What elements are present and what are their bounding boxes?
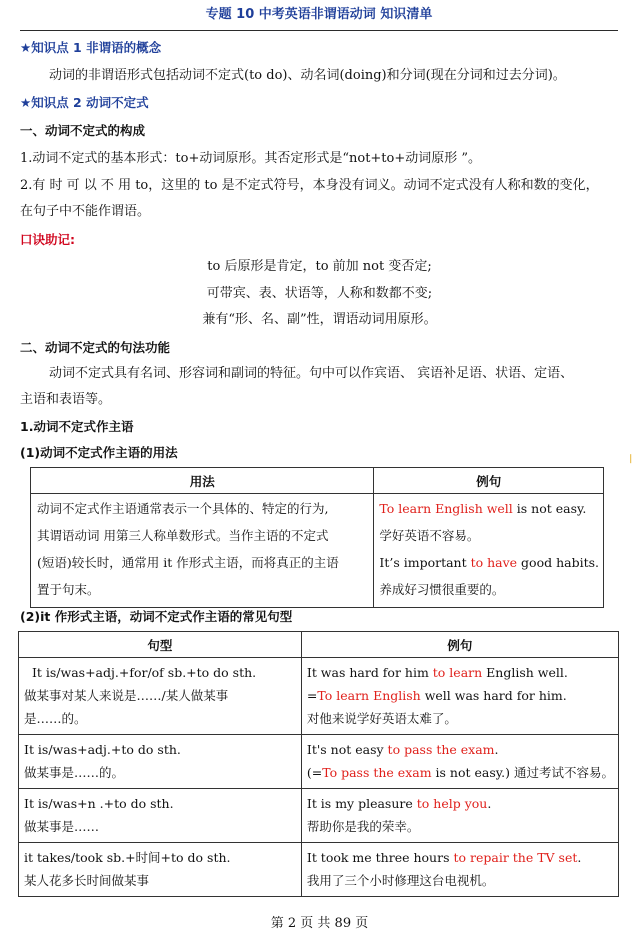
mnemonic-line-3: 兼有“形、名、副”性，谓语动词用原形。 <box>202 312 437 327</box>
example-line: It’s important to have good habits. <box>379 555 599 570</box>
kp1-heading: ★知识点 1 非谓语的概念 <box>20 40 162 55</box>
pattern-header-pattern: 句型 <box>19 632 302 658</box>
pattern-example-cell: It was hard for him to learn English well. =To learn English well was hard for him. 对他来说学好英语太难了。 <box>301 658 618 735</box>
mnemonic-line-1: to 后原形是肯定，to 前加 not 变否定; <box>207 259 432 274</box>
usage-line: 动词不定式作主语通常表示一个具体的、特定的行为, <box>37 501 329 516</box>
pattern-header-example: 例句 <box>301 632 618 658</box>
sec2-sub1b: (2)it 作形式主语，动词不定式作主语的常见句型 <box>20 609 293 624</box>
pattern-row <box>19 789 619 843</box>
page-footer: 第 2 页 共 89 页 <box>270 916 369 931</box>
usage-line: 其谓语动词 用第三人称单数形式。当作主语的不定式 <box>37 528 329 543</box>
sec1-p2a: 2.有 时 可 以 不 用 to，这里的 to 是不定式符号，本身没有词义。动词不定式没有人称和数的变化， <box>20 178 599 193</box>
pattern-row <box>19 843 619 897</box>
header-divider <box>20 30 618 31</box>
pattern-row <box>19 735 619 789</box>
mnemonic-heading: 口诀助记: <box>20 232 75 247</box>
usage-table-header <box>31 468 604 494</box>
usage-cell <box>31 494 374 608</box>
usage-line: (短语)较长时，通常用 it 作形式主语，而将真正的主语 <box>37 555 339 570</box>
sec2-p1b: 主语和表语等。 <box>20 392 112 407</box>
usage-header-usage: 用法 <box>31 468 374 494</box>
sec1-heading: 一、动词不定式的构成 <box>20 123 146 138</box>
page-header-title: 专题 10 中考英语非谓语动词 知识清单 <box>205 7 433 22</box>
pattern-cell: it takes/took sb.+时间+to do sth. 某人花多长时间做某事 <box>19 843 302 897</box>
pattern-cell: It is/was+adj.+for/of sb.+to do sth. 做某事对某人来说是……/某人做某事 是……的。 <box>19 658 302 735</box>
pattern-table <box>18 631 619 897</box>
sec2-p1a: 动词不定式具有名词、形容词和副词的特征。句中可以作宾语、 宾语补足语、状语、定语、 <box>49 366 574 381</box>
pattern-cell: It is/was+n .+to do sth. 做某事是…… <box>19 789 302 843</box>
usage-table-row <box>31 494 604 608</box>
example-highlight: To learn English well <box>379 501 513 516</box>
kp2-heading: ★知识点 2 动词不定式 <box>20 95 149 110</box>
example-translation: 养成好习惯很重要的。 <box>379 582 505 597</box>
pattern-cell: It is/was+adj.+to do sth. 做某事是……的。 <box>19 735 302 789</box>
example-cell <box>374 494 604 608</box>
example-translation: 学好英语不容易。 <box>379 528 480 543</box>
pattern-example-cell: It took me three hours to repair the TV set. 我用了三个小时修理这台电视机。 <box>301 843 618 897</box>
pattern-table-header <box>19 632 619 658</box>
usage-header-example: 例句 <box>374 468 604 494</box>
sec1-p1: 1.动词不定式的基本形式：to+动词原形。其否定形式是“not+to+动词原形 ”。 <box>20 151 482 166</box>
kp1-text: 动词的非谓语形式包括动词不定式(to do)、动名词(doing)和分词(现在分词和过去分词)。 <box>49 68 566 83</box>
usage-line: 置于句末。 <box>37 582 100 597</box>
pattern-example-cell: It is my pleasure to help you. 帮助你是我的荣幸。 <box>301 789 618 843</box>
pattern-row <box>19 658 619 735</box>
mnemonic-line-2: 可带宾、表、状语等，人称和数都不变; <box>206 286 433 301</box>
corner-mark-icon: ❘ <box>627 454 635 464</box>
sec2-sub1a: (1)动词不定式作主语的用法 <box>20 445 178 460</box>
pattern-example-cell: It's not easy to pass the exam. (=To pass the exam is not easy.) 通过考试不容易。 <box>301 735 618 789</box>
example-highlight: to have <box>470 555 518 570</box>
sec2-sub1: 1.动词不定式作主语 <box>20 419 134 434</box>
example-line: To learn English well is not easy. <box>379 501 587 516</box>
sec2-heading: 二、动词不定式的句法功能 <box>20 340 171 355</box>
sec1-p2b: 在句子中不能作谓语。 <box>20 204 151 219</box>
usage-table <box>30 467 604 608</box>
